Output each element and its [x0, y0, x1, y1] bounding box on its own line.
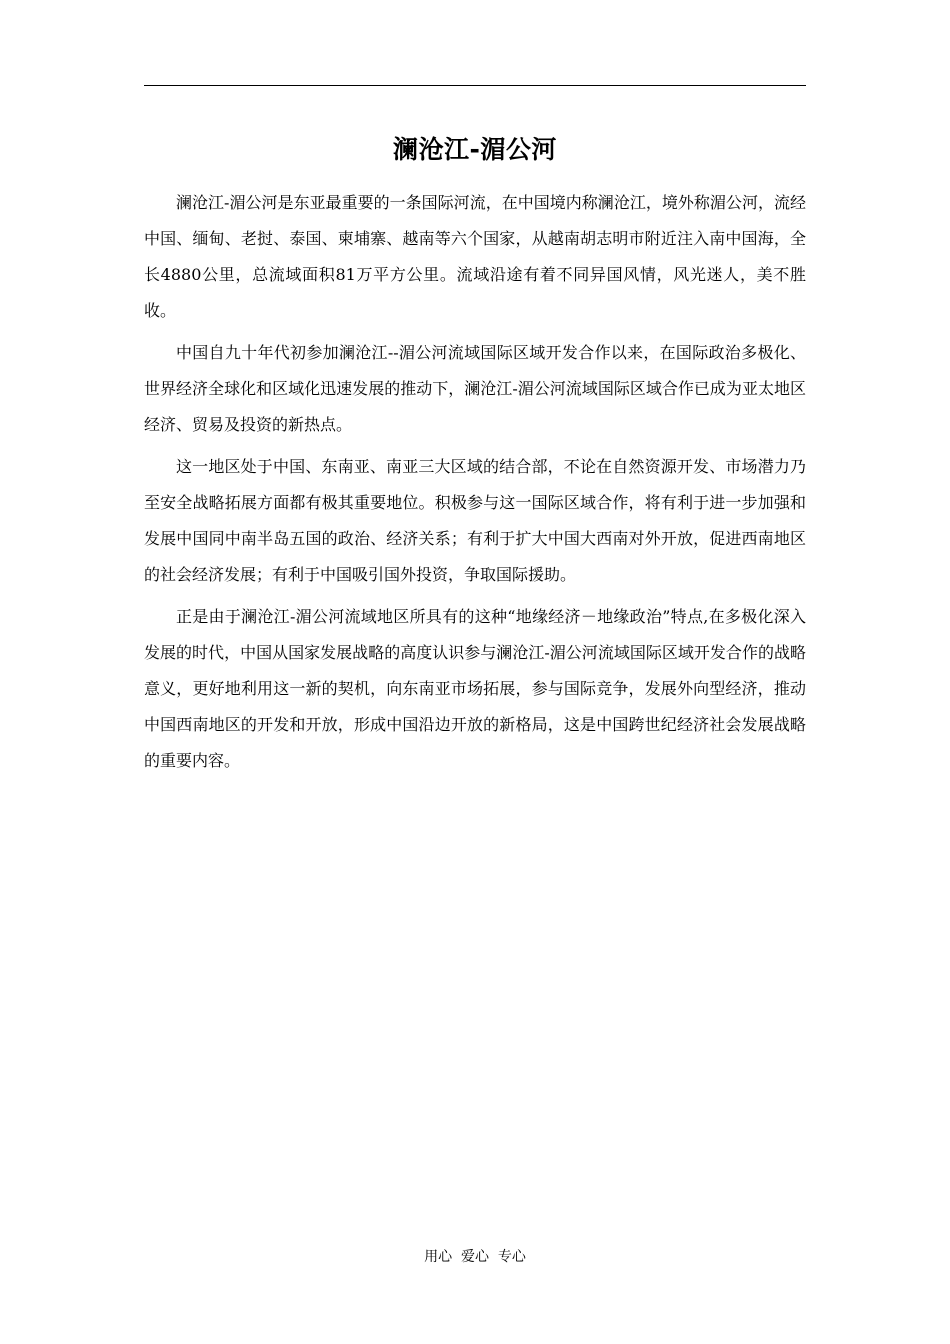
paragraph-4: 正是由于澜沧江-湄公河流域地区所具有的这种“地缘经济－地缘政治”特点,在多极化深入发展的时代，中国从国家发展战略的高度认识参与澜沧江-湄公河流域国际区域开发合作的战略意义，更好地利用这一新的契机，向东南亚市场拓展，参与国际竞争，发展外向型经济，推动中国西南地区的开发和开放，形成中国沿边开放的新格局，这是中国跨世纪经济社会发展战略的重要内容。	[144, 607, 806, 770]
paragraph-1: 澜沧江-湄公河是东亚最重要的一条国际河流，在中国境内称澜沧江，境外称湄公河，流经中国、缅甸、老挝、泰国、柬埔寨、越南等六个国家，从越南胡志明市附近注入南中国海，全长4880公里，总流域面积81万平方公里。流域沿途有着不同异国风情，风光迷人，美不胜收。	[144, 193, 806, 320]
paragraph-3: 这一地区处于中国、东南亚、南亚三大区域的结合部，不论在自然资源开发、市场潜力乃至安全战略拓展方面都有极其重要地位。积极参与这一国际区域合作，将有利于进一步加强和发展中国同中南半岛五国的政治、经济关系；有利于扩大中国大西南对外开放，促进西南地区的社会经济发展；有利于中国吸引国外投资，争取国际援助。	[144, 457, 806, 584]
document-body	[144, 185, 806, 785]
header-rule	[144, 85, 806, 86]
document-title: 澜沧江-湄公河	[393, 135, 557, 164]
paragraph-2: 中国自九十年代初参加澜沧江--湄公河流域国际区域开发合作以来，在国际政治多极化、世界经济全球化和区域化迅速发展的推动下，澜沧江-湄公河流域国际区域合作已成为亚太地区经济、贸易及投资的新热点。	[144, 343, 806, 434]
page-footer: 用心 爱心 专心	[424, 1249, 526, 1265]
